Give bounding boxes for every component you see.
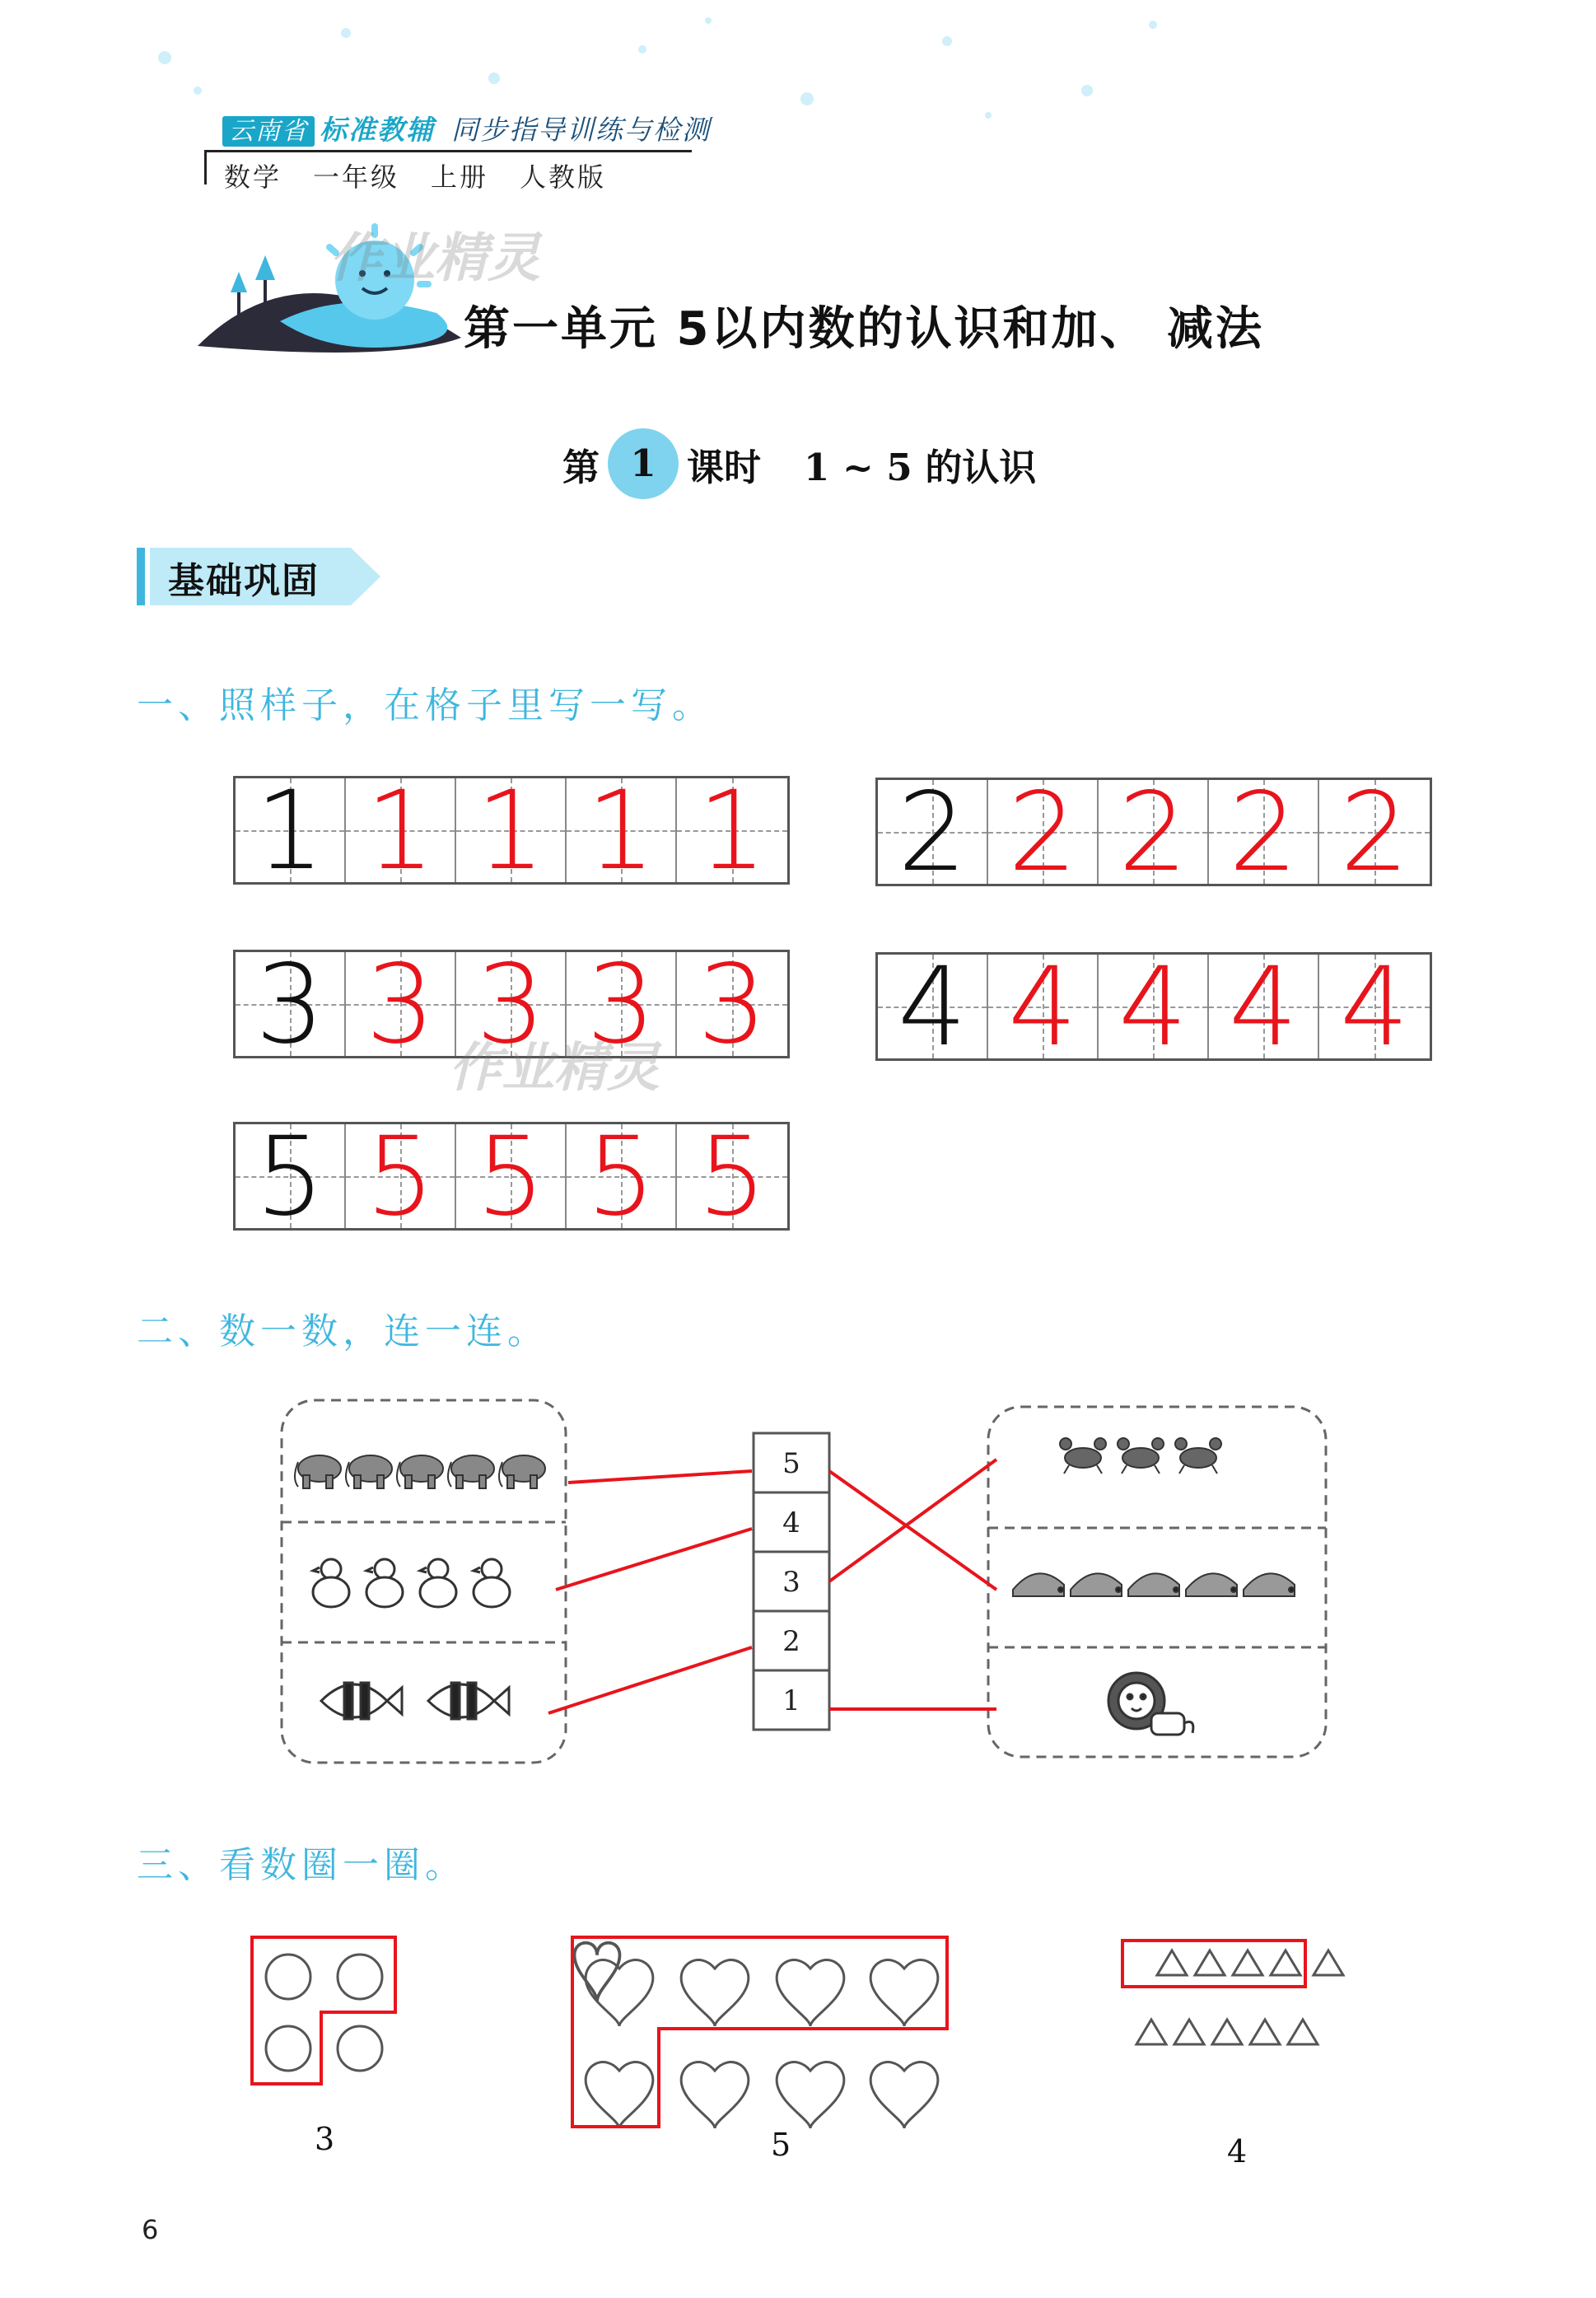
heart-icon xyxy=(575,1943,620,2001)
subject: 数学 xyxy=(224,161,282,193)
lesson-title xyxy=(562,428,1036,499)
grid-cell-answer: 1 xyxy=(346,778,456,882)
page-number: 6 xyxy=(142,2214,159,2245)
crab-icon xyxy=(1060,1438,1221,1474)
number-box-3: 3 xyxy=(782,1566,800,1599)
q3-number-hearts: 5 xyxy=(771,2127,791,2163)
q1-title: 一、照样子，在格子里写一写。 xyxy=(137,684,713,726)
watermark-top: 作业精灵 xyxy=(329,228,540,289)
series-title: 同步指导训练与检测 xyxy=(451,114,711,146)
grid-cell-answer: 3 xyxy=(567,952,677,1056)
grid-cell-answer: 5 xyxy=(346,1124,456,1228)
unit-title: 第一单元 5以内数的认识和加、 减法 xyxy=(464,302,1264,356)
grid-cell-answer: 1 xyxy=(567,778,677,882)
grid-cell-answer: 4 xyxy=(1099,955,1209,1058)
grid-cell-answer: 2 xyxy=(1209,780,1319,884)
volume: 上册 xyxy=(431,161,489,193)
grid-cell-answer: 3 xyxy=(677,952,787,1056)
number-box-4: 4 xyxy=(782,1506,800,1539)
grid-cell-answer: 1 xyxy=(456,778,567,882)
chick-icon xyxy=(313,1559,510,1607)
lesson-topic: 1 ~ 5 的认识 xyxy=(804,445,1037,489)
triangle-icon xyxy=(1136,1950,1343,2044)
number-box-1: 1 xyxy=(782,1684,800,1717)
hedgehog-icon xyxy=(1013,1573,1295,1596)
grid-cell-model: 1 xyxy=(236,778,346,882)
series-brand xyxy=(222,109,711,147)
lesson-number-badge: 1 xyxy=(608,428,679,499)
writing-grid-4 xyxy=(875,944,1432,1071)
q3-number-triangles: 4 xyxy=(1227,2133,1248,2170)
writing-grid-1 xyxy=(233,768,790,894)
grid-cell-model: 2 xyxy=(878,780,988,884)
grid-cell-answer: 5 xyxy=(677,1124,787,1228)
writing-grid-2 xyxy=(875,769,1432,896)
grid-cell-answer: 1 xyxy=(677,778,787,882)
grid-cell-answer: 3 xyxy=(346,952,456,1056)
brand-name: 标准教辅 xyxy=(320,114,435,146)
circle-exercise xyxy=(239,1919,1392,2166)
matching-diagram xyxy=(272,1392,1334,1771)
heart-icon xyxy=(586,1960,938,2128)
grid-cell-answer: 2 xyxy=(1319,780,1430,884)
edition: 人教版 xyxy=(520,161,607,193)
fish-icon xyxy=(321,1683,509,1719)
writing-grid-5 xyxy=(233,1114,790,1240)
book-info xyxy=(224,156,637,194)
grid-cell-model: 3 xyxy=(236,952,346,1056)
grid-cell-model: 4 xyxy=(878,955,988,1058)
number-box-2: 2 xyxy=(782,1625,800,1658)
lesson-prefix: 第 xyxy=(562,445,600,489)
q3-title: 三、看数圈一圈。 xyxy=(137,1844,466,1886)
number-box-5: 5 xyxy=(782,1447,800,1480)
brand-tag: 云南省 xyxy=(222,116,315,147)
elephant-icon xyxy=(295,1455,545,1488)
grid-cell-answer: 5 xyxy=(567,1124,677,1228)
grid-cell-answer: 4 xyxy=(1209,955,1319,1058)
grid-cell-answer: 5 xyxy=(456,1124,567,1228)
section-label: 基础巩固 xyxy=(168,560,320,602)
lesson-suffix: 课时 xyxy=(687,445,762,489)
header-rule xyxy=(204,150,692,152)
grid-cell-answer: 4 xyxy=(988,955,1099,1058)
watermark-middle: 作业精灵 xyxy=(449,1038,660,1099)
grade: 一年级 xyxy=(313,161,400,193)
answer-loop-hearts xyxy=(572,1937,947,2127)
grid-cell-answer: 4 xyxy=(1319,955,1430,1058)
q3-number-circles: 3 xyxy=(315,2121,335,2157)
grid-cell-model: 5 xyxy=(236,1124,346,1228)
grid-cell-answer: 2 xyxy=(1099,780,1209,884)
grid-cell-answer: 3 xyxy=(456,952,567,1056)
grid-cell-answer: 2 xyxy=(988,780,1099,884)
writing-grid-3 xyxy=(233,941,790,1068)
lion-icon xyxy=(1108,1673,1193,1735)
q2-title: 二、数一数，连一连。 xyxy=(137,1310,548,1352)
header-rule-bar xyxy=(204,150,207,184)
